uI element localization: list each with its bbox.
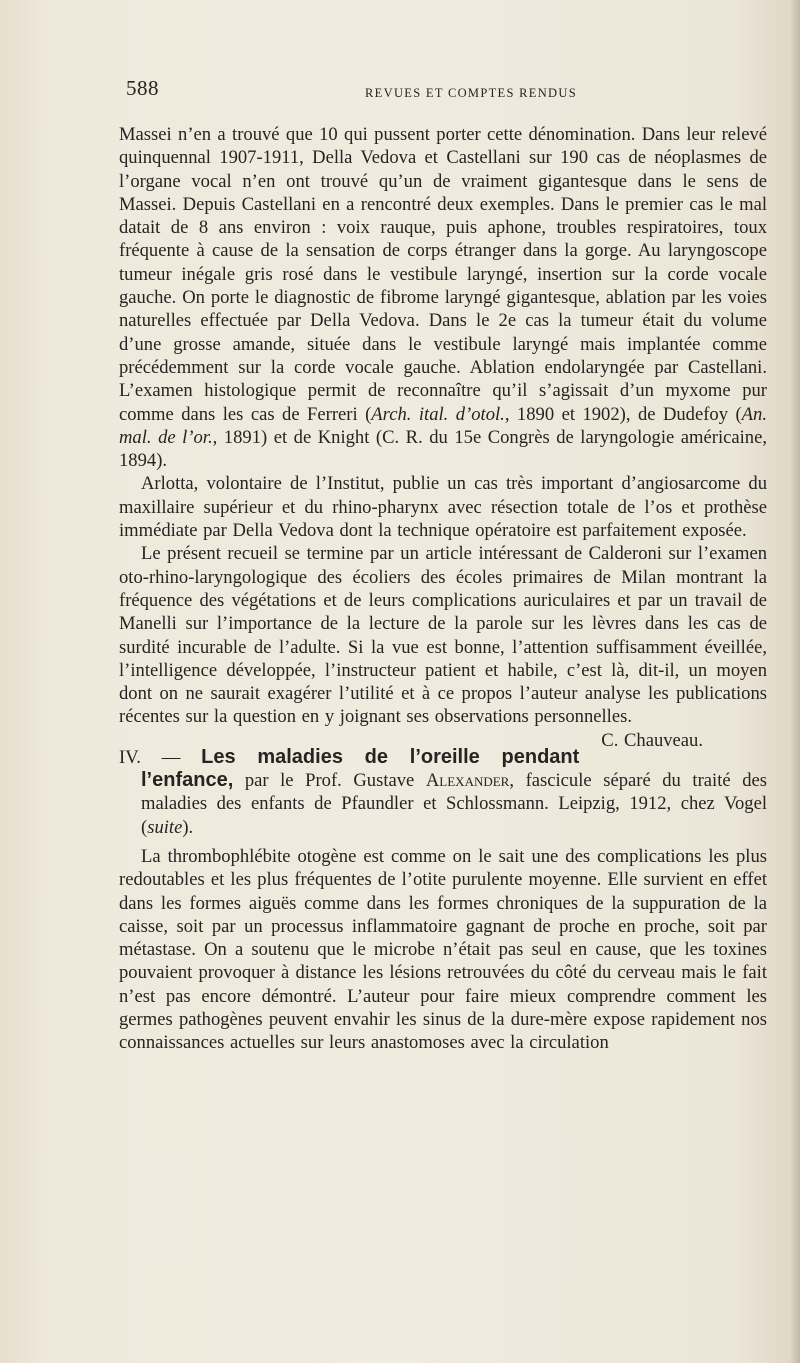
- paragraph-calderoni: [119, 542, 767, 751]
- page-edge-shadow: [790, 0, 800, 1363]
- running-head: REVUES ET COMPTES RENDUS: [365, 86, 577, 100]
- byline-text: par le Prof. Gustave: [233, 770, 426, 792]
- paragraph-text: Massei n’en a trouvé que 10 qui pussent porter cette dénomination. Dans leur relevé quinquennal 1907-1911, Della Vedova et Castellani sur 190 cas de néoplasmes de l’organe vocal n’en ont trouvé qu’un de vraiment gigantesque dans le sens de Massei. Depuis Castellani en a rencontré deux exemples. Dans le premier cas le mal datait de 8 ans environ : voix rauque, puis aphone, troubles respiratoires, toux fréquente à cause de la sensation de corps étranger dans la gorge. Au laryngoscope tumeur inégale gris rosé dans le vestibule laryngé, insertion sur la corde vocale gauche. On porte le diagnostic de fibrome laryngé gigantesque, ablation par les voies naturelles effectuée par Della Vedova. Dans le 2e cas la tumeur était du volume d’une grosse amande, située dans le vestibule laryngé mais implantée comme précédemment sur la corde vocale gauche. Ablation endolaryngée par Castellani. L’examen histologique permit de reconnaître qu’il s’agissait d’un myxome pur comme dans les cas de Ferreri (: [119, 124, 767, 425]
- paragraph-massei: [119, 123, 767, 472]
- paragraph-arlotta: Arlotta, volontaire de l’Institut, publie un cas très important d’angiosarcome du maxillaire supérieur et du rhino-pharynx avec résection totale de l’os et prothèse immédiate par Della Vedova dont la technique opératoire est parfaitement exposée.: [119, 473, 767, 542]
- paragraph-thrombophlebite: La thrombophlébite otogène est comme on le sait une des complications les plus redoutables et les plus fréquentes de l’otite purulente moyenne. Elle survient en effet dans les formes aiguës comme dans les formes chroniques de la suppuration de la caisse, soit par un processus inflammatoire gagnant de proche en proche, soit par métastase. On a soutenu que le microbe n’était pas seul en cause, que les toxines pouvaient provoquer à distance les lésions retrouvées du côté du cerveau mais le fait n’est pas encore démontré. L’auteur pour faire mieux comprendre comment les germes pathogènes peuvent envahir les sinus de la dure-mère expose rapidement nos connaissances actuelles sur leurs anastomoses avec la circulation: [119, 845, 767, 1054]
- paragraph-text: Le présent recueil se termine par un article intéressant de Calderoni sur l’examen oto-rhino-laryngologique des écoliers des écoles primaires de Milan montrant la fréquence des végétations et de leurs complications auriculaires et par un travail de Manelli sur l’importance de la lecture de la parole sur les lèvres dans les cas de surdité incurable de l’adulte. Si la vue est bonne, l’attention suffisamment éveillée, l’intelligence développée, l’instructeur patient et habile, c’est là, dit-il, un moyen dont on ne saurait exagérer l’utilité et à ce propos l’auteur analyse les publications récentes sur la question en y joignant ses observations personnelles.: [119, 543, 767, 728]
- byline-text: , fascicule séparé du traité des maladies des enfants de Pfaundler et Schlossmann. Leipzig, 1912, chez Vogel (: [141, 770, 767, 838]
- reference-title: An. mal. de l’or.: [119, 403, 767, 448]
- byline-text: ).: [182, 816, 194, 838]
- author-name: Alexander: [425, 770, 510, 792]
- section-number: IV. —: [119, 746, 202, 768]
- page-number: 588: [126, 76, 159, 100]
- paragraph-text: , 1890 et 1902), de Dudefoy (: [504, 403, 742, 425]
- page-header: [126, 76, 766, 106]
- article-body: [119, 123, 767, 1055]
- reference-title: Arch. ital. d’otol.: [371, 403, 505, 425]
- section-heading: [119, 746, 767, 839]
- paragraph-text: , 1891) et de Knight (C. R. du 15e Congrès de laryngologie américaine, 1894).: [119, 426, 767, 472]
- signature: C. Chauveau.: [601, 729, 703, 751]
- byline-italic: suite: [147, 816, 183, 838]
- section-title: Les maladies de l’oreille pendant l’enfance,: [141, 745, 580, 792]
